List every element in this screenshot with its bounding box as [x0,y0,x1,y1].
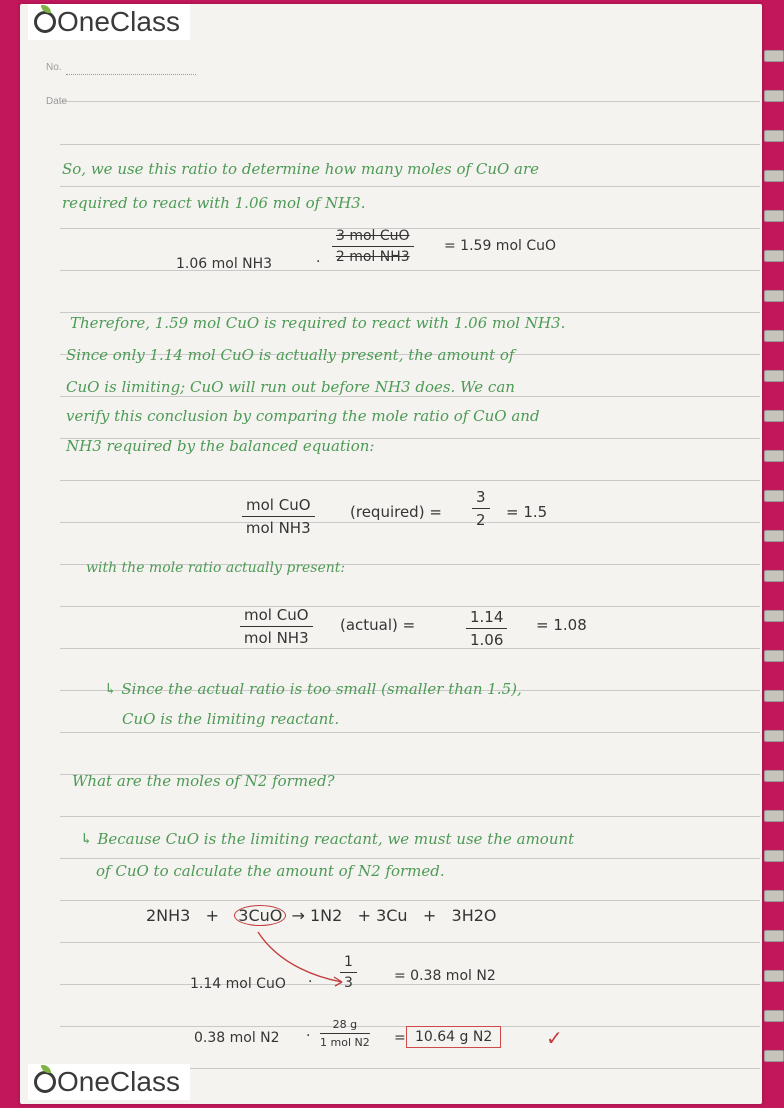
oneclass-logo-bottom [28,1064,190,1100]
oneclass-logo-icon [34,1071,56,1093]
paragraph-line-7: ↳ Since the actual ratio is too small (smaller than 1.5), [104,680,522,698]
rule-line [60,858,760,859]
circled-coefficient: 3CuO [234,905,286,926]
rule-line [60,942,760,943]
ratio1-value-fraction: $\frac{3}{2}$ [472,488,490,529]
calc1-lhs: 1.06 mol NH3 [176,256,273,272]
ratio2-fraction: mol CuO mol NH3 [240,606,313,647]
no-label: No. [46,62,62,73]
brand-name: OneClass [57,6,180,37]
paragraph-line-5: NH3 required by the balanced equation: [66,437,375,455]
paragraph-line-3: CuO is limiting; CuO will run out before NH3 does. We can [66,378,515,396]
calc3-dot: · [306,1028,311,1044]
rule-line [60,101,760,102]
paragraph-line-8: CuO is the limiting reactant. [122,710,340,728]
calc2-fraction: $\frac{1}{3}$ [340,954,357,991]
final-answer-box: 10.64 g N2 [406,1026,501,1048]
ratio1-label: (required) = [350,503,442,521]
brand-name: OneClass [57,1066,180,1097]
calc2-lhs: 1.14 mol CuO [190,976,286,992]
rule-line [60,312,760,313]
no-line [66,74,196,75]
date-label: Date [46,96,68,107]
rule-line [60,606,760,607]
paragraph-line-9: ↳ Because CuO is the limiting reactant, we must use the amount [80,830,575,848]
rule-line [60,522,760,523]
ratio2-label: (actual) = [340,616,416,634]
rule-line [60,186,760,187]
calc3-fraction: 28 g 1 mol N2 [320,1018,370,1049]
calc3-lhs: 0.38 mol N2 [194,1030,280,1046]
note-line-2: required to react with 1.06 mol of NH3. [62,194,366,212]
rule-line [60,270,760,271]
calc2-result: = 0.38 mol N2 [394,968,496,984]
ratio2-result: = 1.08 [536,616,587,634]
rule-line [60,144,760,145]
rule-line [60,480,760,481]
paragraph-line-2: Since only 1.14 mol CuO is actually present, the amount of [66,346,515,364]
paragraph-line-10: of CuO to calculate the amount of N2 formed. [96,862,445,880]
note-line-1: So, we use this ratio to determine how many moles of CuO are [62,160,540,178]
rule-line [60,984,760,985]
rule-line [60,816,760,817]
ratio1-fraction: mol CuO mol NH3 [242,496,315,537]
paragraph-line-4: verify this conclusion by comparing the mole ratio of CuO and [66,407,540,425]
question-n2-moles: What are the moles of N2 formed? [72,772,335,790]
ratio2-value-fraction: $\frac{1.14}{1.06}$ [466,608,507,649]
rule-line [60,900,760,901]
oneclass-logo-top [28,4,190,40]
calc1-dot: · [316,254,321,270]
paragraph-line-6: with the mole ratio actually present: [86,560,346,576]
ratio1-result: = 1.5 [506,503,548,521]
calc3-equals: = [394,1030,406,1046]
checkmark-icon: ✓ [546,1026,563,1050]
oneclass-logo-icon [34,11,56,33]
balanced-equation: 2NH3 + 3CuO → 1N2 + 3Cu + 3H2O [146,906,497,925]
rule-line [60,648,760,649]
rule-line [60,396,760,397]
paragraph-line-1: Therefore, 1.59 mol CuO is required to react with 1.06 mol NH3. [70,314,566,332]
calc1-fraction: 3 mol CuO 2 mol NH3 [332,228,414,265]
calc2-dot: · [308,974,313,990]
rule-line [60,732,760,733]
calc1-result: = 1.59 mol CuO [444,238,557,254]
